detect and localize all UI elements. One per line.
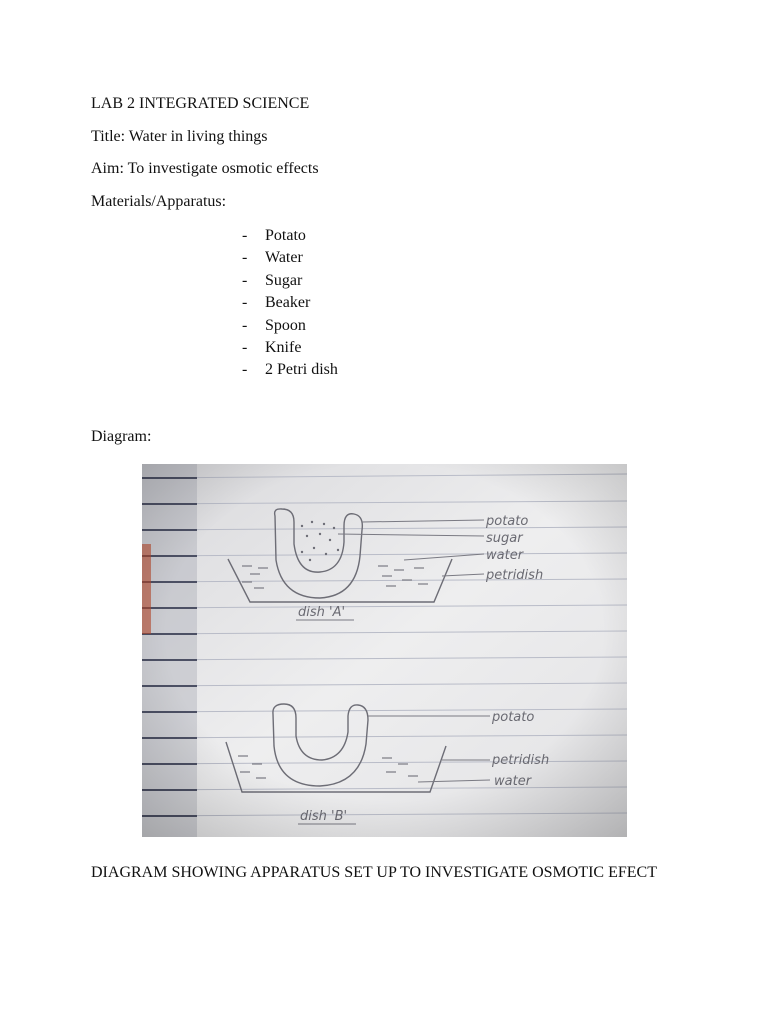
photo-vignette (142, 464, 627, 837)
list-item (242, 338, 338, 360)
hand-drawn-diagram (142, 464, 627, 837)
diagram-caption: DIAGRAM SHOWING APPARATUS SET UP TO INVESTIGATE OSMOTIC EFECT (91, 864, 657, 881)
materials-label: Materials/Apparatus: (91, 193, 227, 210)
list-item (242, 360, 338, 382)
list-bullet: - (242, 249, 248, 267)
list-item-text: Water (265, 249, 303, 267)
list-item-text: Spoon (265, 316, 306, 334)
list-item (242, 271, 338, 293)
aim-line: Aim: To investigate osmotic effects (91, 160, 319, 177)
list-item (242, 293, 338, 315)
lab-heading: LAB 2 INTEGRATED SCIENCE (91, 95, 310, 112)
materials-list (242, 226, 338, 383)
list-item-text: Sugar (265, 271, 303, 289)
title-line: Title: Water in living things (91, 128, 268, 145)
list-bullet: - (242, 338, 248, 356)
list-item-text: Beaker (265, 294, 311, 312)
diagram-label: Diagram: (91, 428, 152, 445)
list-item (242, 226, 338, 248)
list-item-text: Potato (265, 227, 306, 244)
list-bullet: - (242, 227, 248, 244)
list-bullet: - (242, 316, 248, 334)
list-item-text: 2 Petri dish (265, 361, 338, 379)
list-item (242, 316, 338, 338)
list-bullet: - (242, 271, 248, 289)
diagram-photo (142, 464, 627, 837)
list-item-text: Knife (265, 338, 302, 356)
list-item (242, 248, 338, 270)
list-bullet: - (242, 361, 248, 379)
list-bullet: - (242, 294, 248, 312)
